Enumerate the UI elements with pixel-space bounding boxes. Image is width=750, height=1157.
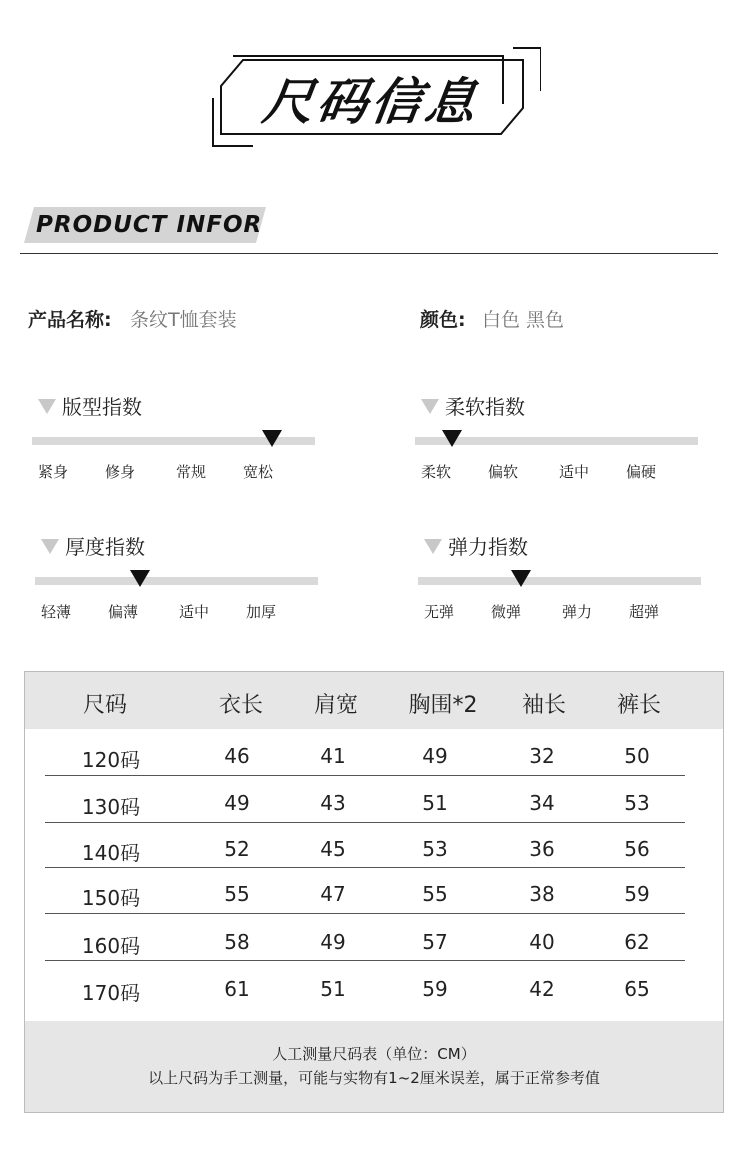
table-cell: 51 — [422, 791, 448, 815]
color-label: 颜色: — [420, 309, 466, 331]
triangle-down-icon — [424, 539, 442, 554]
fit-index-scale — [32, 391, 322, 491]
thickness-index-scale — [35, 531, 325, 631]
scale-option: 常规 — [175, 463, 206, 481]
table-header — [25, 672, 723, 729]
scale-marker-icon — [511, 570, 531, 587]
table-cell: 140码 — [81, 841, 141, 865]
table-cell: 52 — [224, 837, 250, 861]
product-name-value: 条纹T恤套装 — [130, 309, 237, 331]
scale-marker-icon — [442, 430, 462, 447]
table-cell: 46 — [224, 744, 250, 768]
footer-unit-note: 人工测量尺码表（单位：CM） — [272, 1045, 476, 1063]
product-name-label: 产品名称: — [28, 309, 112, 331]
row-divider — [45, 867, 685, 868]
size-table — [24, 671, 724, 1113]
scale-option: 柔软 — [420, 463, 451, 481]
table-cell: 43 — [320, 791, 346, 815]
triangle-down-icon — [38, 399, 56, 414]
table-row — [25, 781, 723, 827]
column-header: 袖长 — [521, 693, 567, 718]
column-header: 胸围*2 — [408, 693, 478, 718]
scale-option: 紧身 — [37, 463, 68, 481]
scale-option: 无弹 — [423, 603, 454, 621]
scale-option: 弹力 — [561, 603, 592, 621]
footer-disclaimer: 以上尺码为手工测量，可能与实物有1~2厘米误差，属于正常参考值 — [148, 1069, 600, 1087]
scale-bar — [418, 577, 701, 585]
table-cell: 55 — [422, 882, 448, 906]
scale-option: 偏薄 — [107, 603, 138, 621]
table-cell: 62 — [624, 930, 650, 954]
table-cell: 56 — [624, 837, 650, 861]
row-divider — [45, 960, 685, 961]
scale-option: 适中 — [558, 463, 589, 481]
table-cell: 65 — [624, 977, 650, 1001]
triangle-down-icon — [41, 539, 59, 554]
table-row — [25, 967, 723, 1013]
section-divider — [20, 253, 718, 254]
scale-title: 厚度指数 — [65, 535, 145, 559]
table-row — [25, 734, 723, 780]
scale-option: 宽松 — [242, 463, 273, 481]
column-header: 尺码 — [82, 693, 128, 718]
scale-title: 版型指数 — [62, 395, 142, 419]
table-cell: 47 — [320, 882, 346, 906]
title-badge — [203, 46, 541, 148]
table-cell: 61 — [224, 977, 250, 1001]
scale-bar — [35, 577, 318, 585]
scale-marker-icon — [130, 570, 150, 587]
scale-option: 微弹 — [490, 603, 521, 621]
table-cell: 150码 — [81, 886, 141, 910]
banner-label: PRODUCT INFOR — [36, 212, 263, 238]
page-title: 尺码信息 — [259, 73, 484, 131]
scale-title: 弹力指数 — [448, 535, 528, 559]
table-cell: 45 — [320, 837, 346, 861]
table-cell: 59 — [624, 882, 650, 906]
scale-option: 适中 — [178, 603, 209, 621]
table-cell: 49 — [320, 930, 346, 954]
table-cell: 40 — [529, 930, 555, 954]
table-footer — [25, 1021, 723, 1112]
table-cell: 34 — [529, 791, 555, 815]
row-divider — [45, 822, 685, 823]
table-cell: 41 — [320, 744, 346, 768]
table-cell: 53 — [422, 837, 448, 861]
scale-option: 超弹 — [628, 603, 659, 621]
color-value: 白色 黑色 — [482, 309, 565, 331]
column-header: 肩宽 — [313, 693, 359, 718]
section-banner — [24, 207, 266, 243]
table-cell: 32 — [529, 744, 555, 768]
table-cell: 42 — [529, 977, 555, 1001]
scale-option: 偏硬 — [625, 463, 656, 481]
scale-option: 加厚 — [245, 603, 276, 621]
table-cell: 38 — [529, 882, 555, 906]
scale-option: 轻薄 — [40, 603, 71, 621]
scale-marker-icon — [262, 430, 282, 447]
softness-index-scale — [415, 391, 705, 491]
column-header: 衣长 — [218, 693, 264, 718]
table-cell: 55 — [224, 882, 250, 906]
column-header: 裤长 — [616, 693, 662, 718]
elasticity-index-scale — [418, 531, 708, 631]
table-row — [25, 872, 723, 918]
table-cell: 58 — [224, 930, 250, 954]
table-cell: 120码 — [81, 748, 141, 772]
table-cell: 160码 — [81, 934, 141, 958]
scale-option: 偏软 — [487, 463, 518, 481]
table-cell: 51 — [320, 977, 346, 1001]
table-cell: 57 — [422, 930, 448, 954]
row-divider — [45, 913, 685, 914]
table-cell: 170码 — [81, 981, 141, 1005]
triangle-down-icon — [421, 399, 439, 414]
table-cell: 59 — [422, 977, 448, 1001]
scale-option: 修身 — [104, 463, 135, 481]
table-cell: 36 — [529, 837, 555, 861]
scale-title: 柔软指数 — [445, 395, 525, 419]
table-cell: 49 — [422, 744, 448, 768]
table-cell: 50 — [624, 744, 650, 768]
table-cell: 53 — [624, 791, 650, 815]
table-cell: 49 — [224, 791, 250, 815]
row-divider — [45, 775, 685, 776]
table-cell: 130码 — [81, 795, 141, 819]
